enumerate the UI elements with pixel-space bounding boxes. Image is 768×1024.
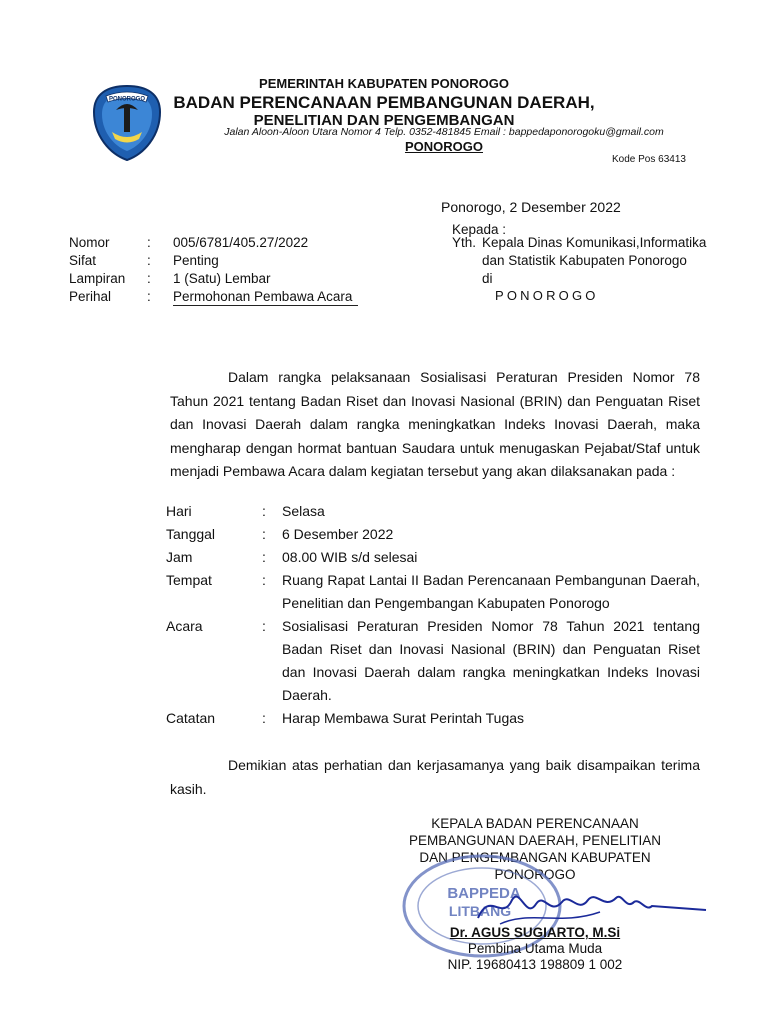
detail-row bbox=[166, 546, 700, 569]
signatory-title-line2: PEMBANGUNAN DAERAH, PENELITIAN bbox=[408, 833, 662, 848]
meta-row-lampiran bbox=[69, 270, 358, 288]
agency-address: Jalan Aloon-Aloon Utara Nomor 4 Telp. 0352-481845 Email : bappedaponorogoku@gmail.com bbox=[224, 126, 664, 138]
detail-label: Tempat bbox=[166, 572, 212, 588]
meta-separator: : bbox=[147, 235, 151, 250]
meta-row-sifat bbox=[69, 252, 358, 270]
meta-value-subject: Permohonan Pembawa Acara bbox=[173, 288, 358, 306]
detail-separator: : bbox=[262, 572, 266, 588]
detail-row bbox=[166, 523, 700, 546]
meta-separator: : bbox=[147, 289, 151, 304]
detail-value: Harap Membawa Surat Perintah Tugas bbox=[282, 710, 525, 726]
signatory-nip: NIP. 19680413 198809 1 002 bbox=[447, 957, 623, 972]
detail-label: Tanggal bbox=[166, 526, 216, 542]
detail-separator: : bbox=[262, 549, 266, 565]
handwritten-signature bbox=[470, 880, 710, 930]
signatory-rank: Pembina Utama Muda bbox=[467, 941, 603, 956]
detail-row bbox=[166, 707, 700, 730]
postal-code: Kode Pos 63413 bbox=[612, 154, 686, 165]
event-details bbox=[166, 500, 700, 730]
letter-meta bbox=[69, 234, 358, 306]
detail-separator: : bbox=[262, 503, 266, 519]
recipient-salutation: Yth. bbox=[452, 235, 477, 250]
detail-row bbox=[166, 569, 700, 615]
recipient-city: PONOROGO bbox=[495, 288, 599, 303]
detail-value: 6 Desember 2022 bbox=[282, 526, 394, 542]
recipient-line1: Kepala Dinas Komunikasi,Informatika bbox=[482, 235, 707, 250]
detail-row bbox=[166, 615, 700, 707]
agency-name-line1: BADAN PERENCANAAN PEMBANGUNAN DAERAH, bbox=[173, 93, 595, 112]
detail-label: Hari bbox=[166, 503, 192, 519]
meta-value: Penting bbox=[173, 253, 219, 268]
detail-separator: : bbox=[262, 710, 266, 726]
meta-label: Perihal bbox=[69, 289, 112, 304]
signatory-name: Dr. AGUS SUGIARTO, M.Si bbox=[449, 925, 621, 940]
closing-paragraph: Demikian atas perhatian dan kerjasamanya yang baik disampaikan terima kasih. bbox=[170, 757, 700, 797]
signatory-title-line1: KEPALA BADAN PERENCANAAN bbox=[431, 816, 639, 831]
detail-separator: : bbox=[262, 618, 266, 634]
agency-name-line2: PENELITIAN DAN PENGEMBANGAN bbox=[253, 112, 515, 129]
body-paragraph: Dalam rangka pelaksanaan Sosialisasi Peraturan Presiden Nomor 78 Tahun 2021 tentang Badan Riset dan Inovasi Nasional (BRIN) dan Penguatan Riset dan Inovasi Daerah dalam rangka meningkatkan Indeks Inovasi Daerah, maka mengharap dengan hormat bantuan Saudara untuk menugaskan Pejabat/Staf untuk menjadi Pembawa Acara dalam kegiatan tersebut yang akan dilaksanakan pada : bbox=[170, 369, 700, 479]
logo-text: PONOROGO bbox=[108, 96, 146, 103]
detail-row bbox=[166, 500, 700, 523]
meta-row-nomor bbox=[69, 234, 358, 252]
signatory-title-line4: PONOROGO bbox=[494, 867, 576, 882]
meta-separator: : bbox=[147, 271, 151, 286]
detail-separator: : bbox=[262, 526, 266, 542]
recipient-line2: dan Statistik Kabupaten Ponorogo bbox=[482, 253, 687, 268]
meta-label: Nomor bbox=[69, 235, 110, 250]
meta-value: 1 (Satu) Lembar bbox=[173, 271, 271, 286]
detail-label: Catatan bbox=[166, 710, 216, 726]
meta-row-perihal bbox=[69, 288, 358, 306]
detail-value: Sosialisasi Peraturan Presiden Nomor 78 Tahun 2021 tentang Badan Riset dan Inovasi Nasional (BRIN) dan Penguatan Riset dan Inovasi Daerah dalam rangka meningkatkan Indeks Inovasi Daerah. bbox=[282, 618, 700, 703]
meta-separator: : bbox=[147, 253, 151, 268]
detail-value: Ruang Rapat Lantai II Badan Perencanaan Pembangunan Daerah, Penelitian dan Pengembangan Kabupaten Ponorogo bbox=[282, 572, 700, 611]
recipient-heading: Kepada : bbox=[452, 222, 507, 237]
stamp-text-1: BAPPEDA bbox=[447, 885, 521, 902]
signatory-title-line3: DAN PENGEMBANGAN KABUPATEN bbox=[419, 850, 651, 865]
stamp-text-2: LITBANG bbox=[448, 903, 512, 919]
government-name: PEMERINTAH KABUPATEN PONOROGO bbox=[259, 76, 509, 91]
meta-value: 005/6781/405.27/2022 bbox=[173, 235, 309, 250]
meta-label: Lampiran bbox=[69, 271, 126, 286]
detail-label: Jam bbox=[166, 549, 193, 565]
recipient-line bbox=[452, 234, 706, 252]
meta-label: Sifat bbox=[69, 253, 97, 268]
recipient-block bbox=[452, 234, 706, 288]
letterhead-city: PONOROGO bbox=[404, 139, 483, 154]
detail-value: 08.00 WIB s/d selesai bbox=[282, 549, 418, 565]
letter-date: Ponorogo, 2 Desember 2022 bbox=[441, 199, 621, 215]
recipient-line3: di bbox=[482, 271, 493, 286]
detail-value: Selasa bbox=[282, 503, 325, 519]
detail-label: Acara bbox=[166, 618, 203, 634]
recipient-line bbox=[452, 270, 706, 288]
recipient-line bbox=[452, 252, 706, 270]
